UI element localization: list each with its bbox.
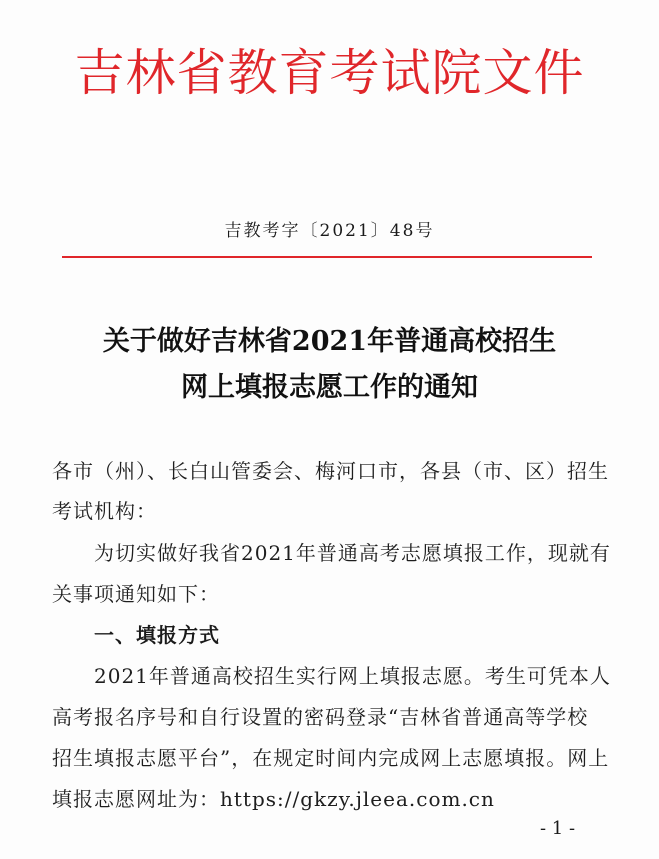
addressee-line-2: 考试机构： <box>52 499 157 523</box>
page-number: - 1 - <box>540 818 576 839</box>
notice-title-line-1: 关于做好吉林省2021年普通高校招生 <box>102 326 557 357</box>
section-1-line-1: 2021年普通高校招生实行网上填报志愿。考生可凭本人 <box>94 664 611 688</box>
section-1-line-3: 招生填报志愿平台”，在规定时间内完成网上志愿填报。网上 <box>52 746 610 770</box>
section-1-line-4: 填报志愿网址为：https://gkzy.jleea.com.cn <box>52 787 495 811</box>
section-1-line-2: 高考报名序号和自行设置的密码登录“吉林省普通高等学校 <box>52 705 589 729</box>
intro-line-2: 关事项通知如下： <box>52 582 220 606</box>
section-1-heading: 一、填报方式 <box>94 623 220 647</box>
addressee-line-1: 各市（州）、长白山管委会、梅河口市，各县（市、区）招生 <box>52 459 609 483</box>
red-divider-line <box>62 256 592 258</box>
issuer-header-title: 吉林省教育考试院文件 <box>74 44 585 102</box>
document-number: 吉教考字〔2021〕48号 <box>224 221 435 241</box>
intro-line-1: 为切实做好我省2021年普通高考志愿填报工作，现就有 <box>94 541 611 565</box>
notice-title-line-2: 网上填报志愿工作的通知 <box>181 372 478 403</box>
